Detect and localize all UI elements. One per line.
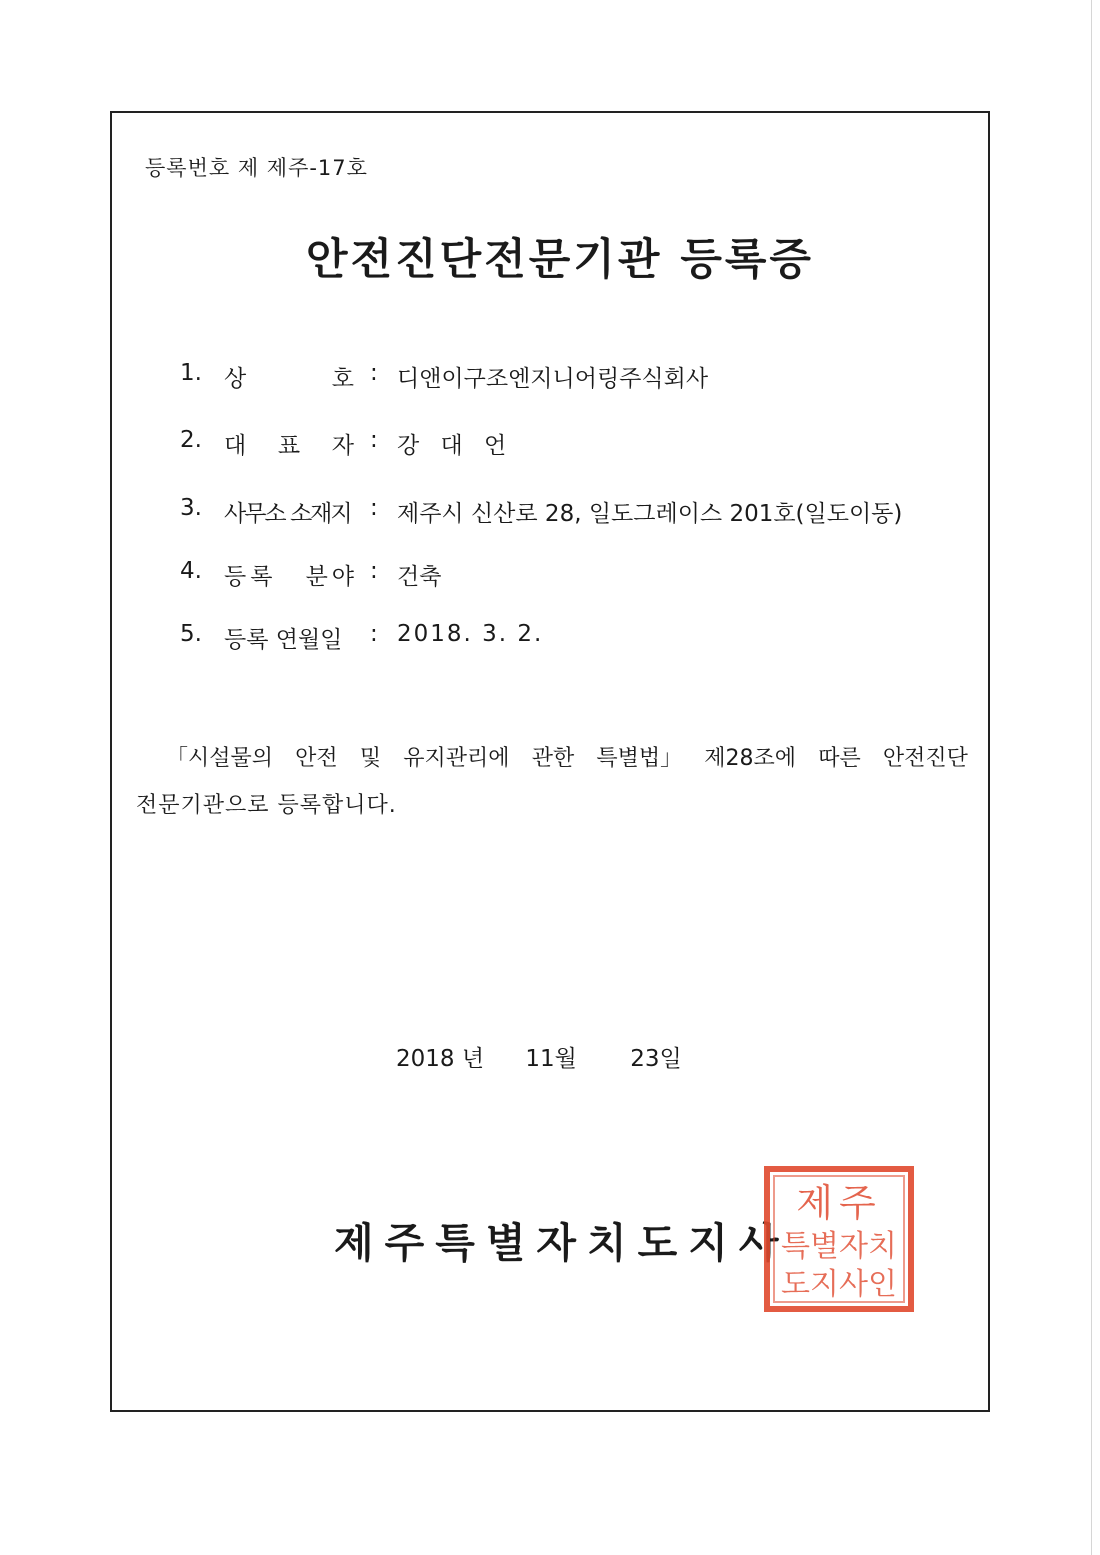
issue-month: 11월	[525, 1046, 577, 1072]
field-number: 1.	[180, 360, 202, 386]
field-value: 2018. 3. 2.	[397, 621, 544, 647]
statement-word: 안전	[295, 746, 338, 771]
label-char: 분	[305, 564, 328, 590]
seal-text-row-3: 도지사인	[781, 1267, 897, 1302]
statement-word: 따른	[818, 746, 861, 771]
field-colon: :	[370, 427, 378, 453]
field-number: 4.	[180, 558, 202, 584]
seal-text-row-2: 특별자치	[781, 1229, 897, 1264]
field-colon: :	[370, 360, 378, 386]
statement-word: 유지관리에	[403, 746, 510, 771]
statement-line-2: 전문기관으로 등록합니다.	[136, 793, 397, 818]
field-value: 제주시 신산로 28, 일도그레이스 201호(일도이동)	[397, 501, 903, 527]
label-char: 록	[250, 564, 273, 590]
field-label	[224, 360, 354, 393]
field-label: 사무소 소재지	[224, 501, 351, 527]
registration-statement	[136, 735, 968, 829]
statement-word: 특별법」	[596, 746, 683, 771]
field-label: 등록 연월일	[224, 627, 343, 653]
issue-year: 2018 년	[396, 1046, 485, 1072]
statement-line-1	[136, 735, 968, 782]
field-number: 5.	[180, 621, 202, 647]
label-char: 등	[224, 564, 247, 590]
issue-day: 23일	[630, 1046, 682, 1072]
field-value: 디앤이구조엔지니어링주식회사	[397, 366, 709, 392]
field-label	[224, 427, 354, 460]
field-colon: :	[370, 558, 378, 584]
label-char: 표	[277, 433, 301, 459]
field-label	[224, 558, 354, 591]
field-value: 건축	[397, 564, 442, 590]
statement-word: 「시설물의	[166, 746, 274, 771]
field-number: 3.	[180, 495, 202, 521]
official-seal-stamp	[762, 1164, 916, 1314]
statement-word: 및	[359, 746, 382, 771]
label-char: 대	[224, 433, 247, 459]
issue-date	[396, 1040, 682, 1073]
statement-word: 안전진단	[882, 746, 968, 771]
field-colon: :	[370, 495, 378, 521]
seal-text-row-1: 제주	[796, 1181, 882, 1225]
field-value: 강 대 언	[397, 433, 514, 459]
statement-word: 관한	[531, 746, 575, 771]
registration-number: 등록번호 제 제주-17호	[145, 156, 368, 180]
field-number: 2.	[180, 427, 202, 453]
label-char: 자	[331, 433, 354, 459]
field-colon: :	[370, 621, 378, 647]
certificate-title: 안전진단전문기관 등록증	[306, 235, 814, 285]
label-group	[224, 558, 272, 591]
label-char: 호	[331, 366, 354, 392]
label-group	[306, 558, 354, 591]
statement-word: 제28조에	[704, 746, 797, 771]
label-char: 야	[331, 564, 354, 590]
label-char: 상	[224, 366, 247, 392]
issuer-name: 제주특별자치도지사	[334, 1219, 790, 1267]
